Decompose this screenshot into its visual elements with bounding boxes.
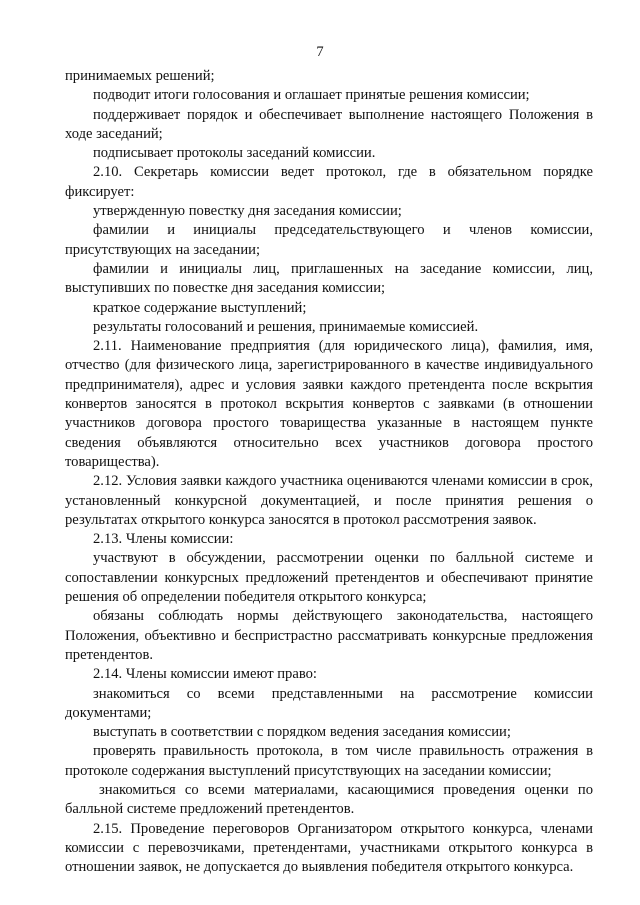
paragraph: принимаемых решений; xyxy=(65,68,215,84)
paragraph: 2.10. Секретарь комиссии ведет протокол, где в обязательном порядке фиксирует: xyxy=(65,164,593,200)
paragraph: 2.14. Члены комиссии имеют право: xyxy=(93,666,317,683)
paragraph: фамилии и инициалы лиц, приглашенных на заседание комиссии, лиц, выступивших по повестке дня заседания комиссии; xyxy=(65,260,593,297)
paragraph: 2.11. Наименование предприятия (для юридического лица), фамилия, имя, отчество (для физического лица, зарегистрированного в качестве индивидуального предпринимателя), адрес и условия заявки каждого претендента после вскрытия конвертов заносятся в протокол вскрытия конвертов с заявками (в отношении участников договора простого товарищества указанные в настоящем пункте сведения объявляются относительно всех участников договора простого товарищества). xyxy=(65,338,593,470)
paragraph: утвержденную повестку дня заседания комиссии; xyxy=(93,203,402,220)
paragraph: обязаны соблюдать нормы действующего законодательства, настоящего Положения, объективно и беспристрастно рассматривать конкурсные предложения претендентов. xyxy=(65,608,593,663)
paragraph: поддерживает порядок и обеспечивает выполнение настоящего Положения в ходе заседаний; xyxy=(65,106,593,142)
paragraph: подводит итоги голосования и оглашает принятые решения комиссии; xyxy=(93,87,530,104)
paragraph: 2.13. Члены комиссии: xyxy=(93,531,234,548)
paragraph: выступать в соответствии с порядком ведения заседания комиссии; xyxy=(93,724,511,741)
paragraph: проверять правильность протокола, в том числе правильность отражения в протоколе содержания выступлений присутствующих на заседании комиссии; xyxy=(65,743,593,779)
paragraph: 2.12. Условия заявки каждого участника оцениваются членами комиссии в срок, установленный конкурсной документацией, и после принятия решения о результатах открытого конкурса заносятся в протокол рассмотрения заявок. xyxy=(65,473,593,528)
paragraph: результаты голосований и решения, принимаемые комиссией. xyxy=(93,318,479,335)
paragraph: фамилии и инициалы председательствующего и членов комиссии, присутствующих на заседании; xyxy=(65,222,593,258)
paragraph: знакомиться со всеми представленными на рассмотрение комиссии документами; xyxy=(65,685,593,721)
page-number: 7 xyxy=(316,44,324,60)
paragraph: подписывает протоколы заседаний комиссии. xyxy=(93,145,376,162)
document-body xyxy=(65,67,593,877)
paragraph: 2.15. Проведение переговоров Организатором открытого конкурса, членами комиссии с перевозчиками, претендентами, участниками открытого конкурса в отношении заявок, не допускается до выявления победителя открытого конкурса. xyxy=(65,820,593,876)
paragraph: участвуют в обсуждении, рассмотрении оценки по балльной системе и сопоставлении конкурсных предложений претендентов и обеспечивают принятие решения об определении победителя открытого конкурса; xyxy=(65,550,593,606)
paragraph: знакомиться со всеми материалами, касающимися проведения оценки по балльной системе предложений претендентов. xyxy=(65,781,593,818)
paragraph: краткое содержание выступлений; xyxy=(93,299,307,316)
